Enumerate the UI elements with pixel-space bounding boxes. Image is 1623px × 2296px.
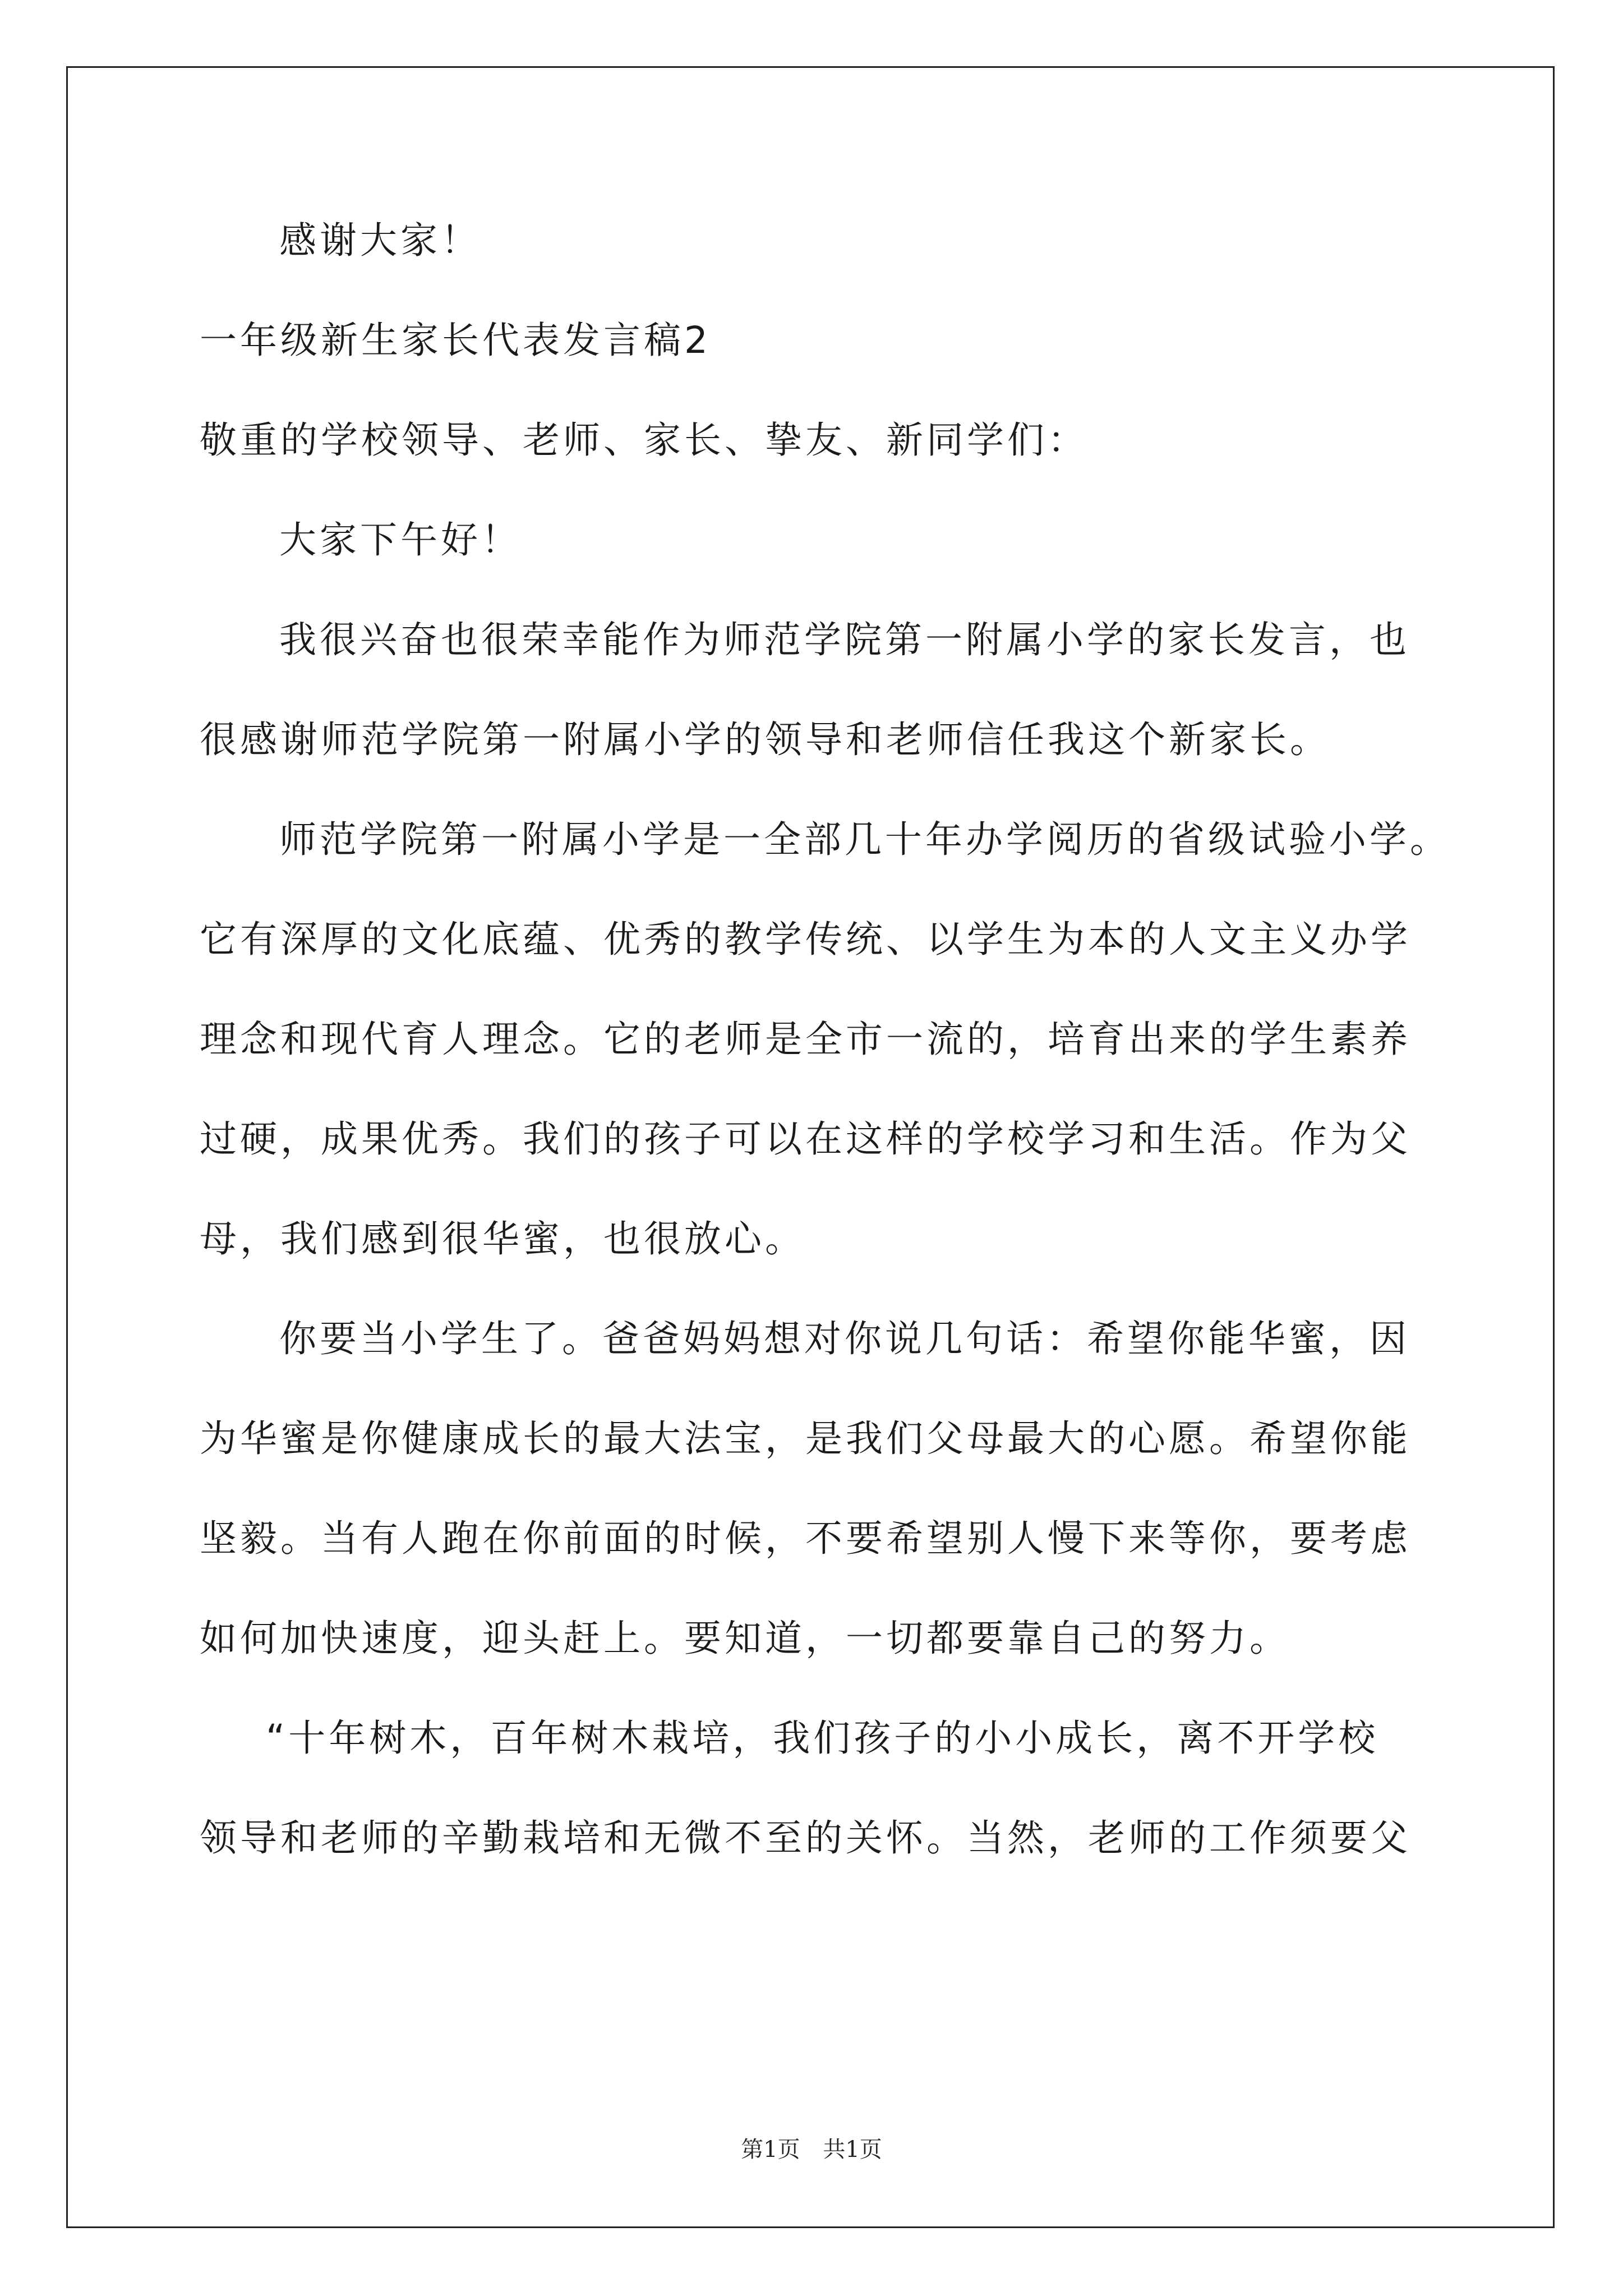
paragraph-line: 很感谢师范学院第一附属小学的领导和老师信任我这个新家长。 (200, 718, 1330, 761)
document-body (200, 191, 1450, 1888)
paragraph-line: 你要当小学生了。爸爸妈妈想对你说几句话：希望你能华蜜，因 (279, 1317, 1410, 1360)
paragraph-line: 为华蜜是你健康成长的最大法宝，是我们父母最大的心愿。希望你能 (200, 1417, 1411, 1460)
paragraph-line: 我很兴奋也很荣幸能作为师范学院第一附属小学的家长发言，也 (279, 618, 1410, 661)
page-number: 第1页 (741, 2137, 800, 2162)
paragraph-line: 坚毅。当有人跑在你前面的时候，不要希望别人慢下来等你，要考虑 (200, 1517, 1411, 1560)
page-footer (0, 2132, 1623, 2164)
section-title: 一年级新生家长代表发言稿2 (200, 319, 711, 362)
paragraph-line: 如何加快速度，迎头赶上。要知道，一切都要靠自己的努力。 (200, 1617, 1290, 1660)
paragraph-line: “十年树木，百年树木栽培，我们孩子的小小成长，离不开学校 (266, 1717, 1379, 1760)
greeting: 大家下午好！ (279, 518, 522, 562)
paragraph-line: 理念和现代育人理念。它的老师是全市一流的，培育出来的学生素养 (200, 1018, 1411, 1061)
closing-thanks: 感谢大家！ (279, 219, 481, 262)
page-total: 共1页 (823, 2137, 882, 2162)
paragraph-line: 师范学院第一附属小学是一全部几十年办学阅历的省级试验小学。 (279, 818, 1450, 861)
paragraph-line: 领导和老师的辛勤栽培和无微不至的关怀。当然，老师的工作须要父 (200, 1816, 1411, 1860)
paragraph-line: 过硬，成果优秀。我们的孩子可以在这样的学校学习和生活。作为父 (200, 1117, 1411, 1161)
paragraph-line: 母，我们感到很华蜜，也很放心。 (200, 1217, 805, 1260)
salutation: 敬重的学校领导、老师、家长、挚友、新同学们： (200, 418, 1088, 462)
paragraph-line: 它有深厚的文化底蕴、优秀的教学传统、以学生为本的人文主义办学 (200, 918, 1411, 961)
